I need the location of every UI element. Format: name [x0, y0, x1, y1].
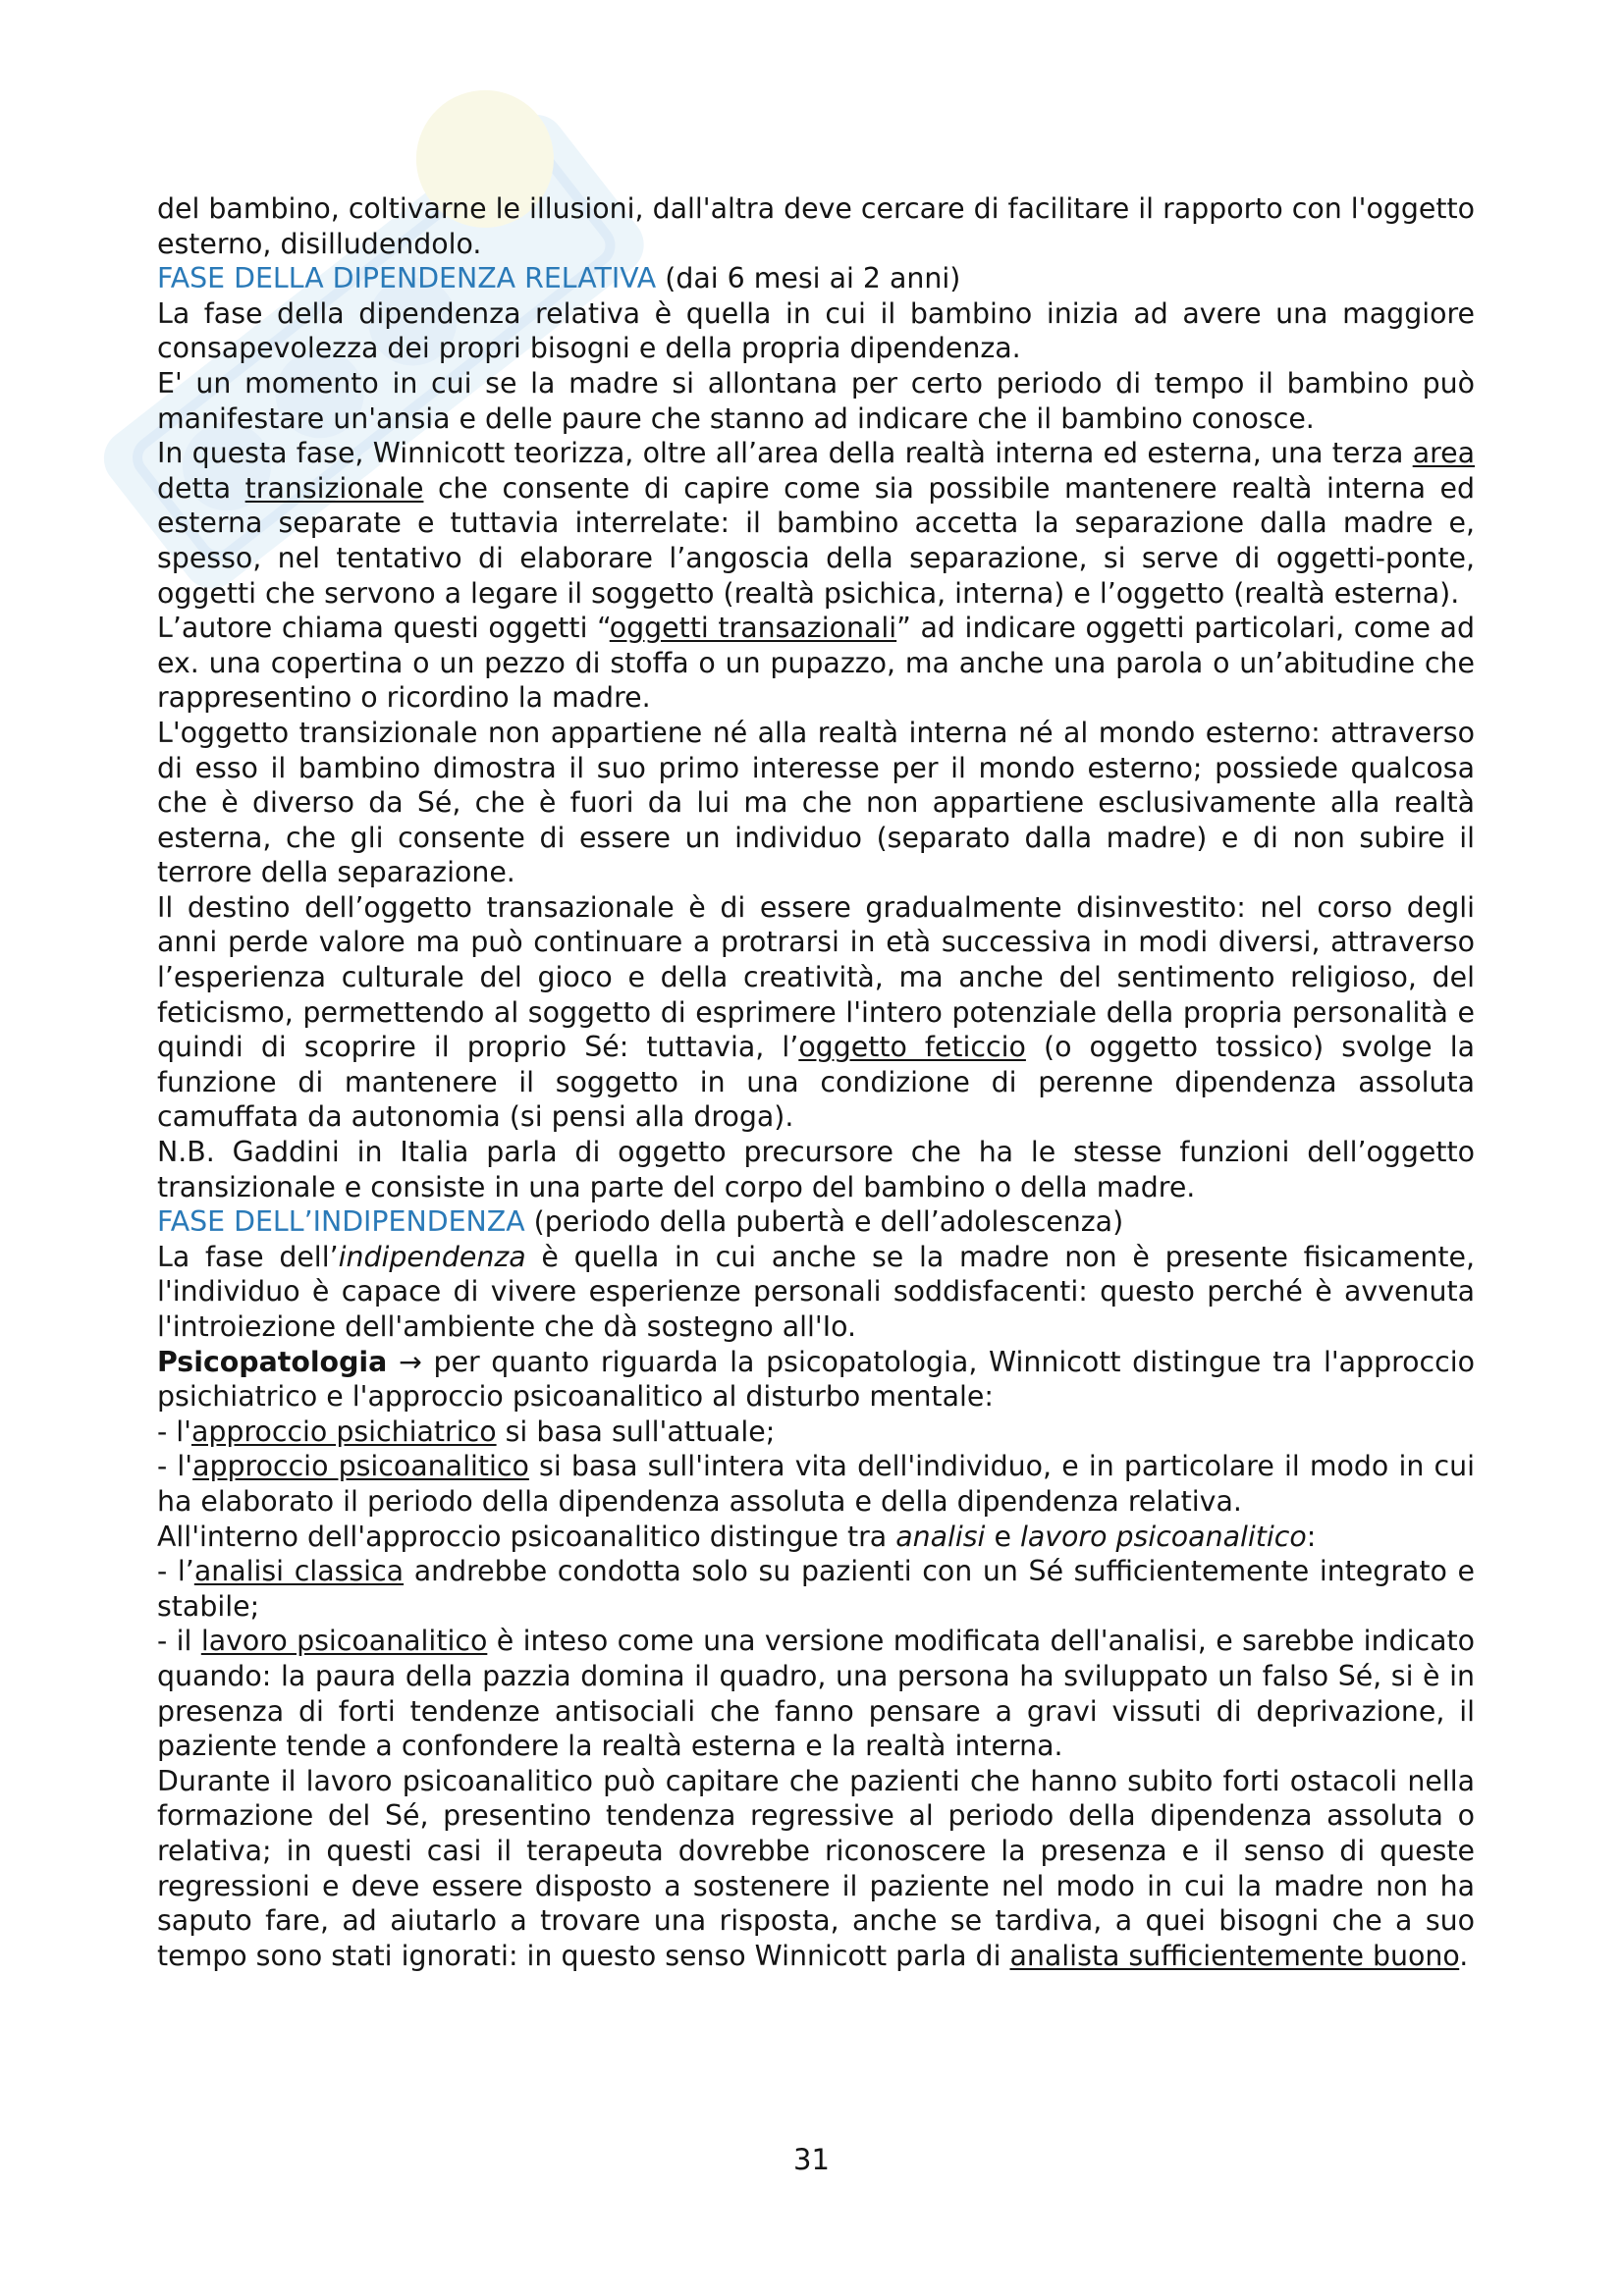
section-heading: FASE DELLA DIPENDENZA RELATIVA: [157, 262, 657, 295]
underlined-term: approccio psichiatrico: [190, 1415, 497, 1448]
text-run: In questa fase, Winnicott teorizza, oltre all’area della realtà interna ed esterna, una terza: [157, 437, 1413, 470]
paragraph: [157, 191, 1475, 261]
text-run: si basa sull'intera vita dell'individuo, e in particolare il modo in cui ha elaborato il periodo della dipendenza assoluta e della dipendenza relativa.: [157, 1450, 1475, 1518]
italic-term: analisi: [895, 1520, 986, 1553]
text-run: ” ad indicare oggetti particolari, come ad ex. una copertina o un pezzo di stoffa o un pupazzo, ma anche una parola o un’abitudine che rappresentino o ricordino la madre.: [157, 612, 1475, 715]
text-run: - l': [157, 1415, 191, 1448]
text-run: che consente di capire come sia possibile mantenere realtà interna ed esterna separate e tuttavia interrelate: il bambino accetta la separazione dalla madre e, spesso, nel tentativo di elaborare l’angoscia della separazione, si serve di oggetti-ponte, oggetti che servono a legare il soggetto (realtà psichica, interna) e l’oggetto (realtà esterna).: [157, 471, 1475, 610]
text-run: è inteso come una versione modificata dell'analisi, e sarebbe indicato quando: la paura della pazzia domina il quadro, una persona ha sviluppato un falso Sé, si è in presenza di forti tendenze antisociali che fanno pensare a gravi vissuti di deprivazione, il paziente tende a confondere la realtà esterna e la realtà interna.: [157, 1625, 1475, 1763]
paragraph: [157, 1345, 1475, 1415]
text-run: (periodo della pubertà e dell’adolescenza): [524, 1205, 1124, 1239]
underlined-term: oggetti transazionali: [609, 612, 897, 645]
page-number: 31: [793, 2143, 830, 2176]
text-run: La fase della dipendenza relativa è quella in cui il bambino inizia ad avere una maggiore consapevolezza dei propri bisogni e della propria dipendenza.: [157, 296, 1475, 365]
paragraph: [157, 436, 1475, 611]
underlined-term: area: [1412, 437, 1475, 470]
text-run: detta: [157, 471, 245, 505]
text-run: (dai 6 mesi ai 2 anni): [656, 262, 961, 295]
italic-term: indipendenza: [338, 1240, 526, 1273]
paragraph: [157, 1240, 1475, 1345]
underlined-term: oggetto feticcio: [798, 1031, 1026, 1064]
text-run: :: [1306, 1520, 1317, 1553]
text-run: - l': [157, 1450, 193, 1483]
underlined-term: analisi classica: [193, 1555, 405, 1588]
paragraph: [157, 1415, 1475, 1450]
paragraph: [157, 1554, 1475, 1624]
text-run: L’autore chiama questi oggetti “: [157, 612, 610, 645]
text-run: - l’: [157, 1555, 194, 1588]
text-run: E' un momento in cui se la madre si allontana per certo periodo di tempo il bambino può manifestare un'ansia e delle paure che stanno ad indicare che il bambino conosce.: [157, 366, 1475, 435]
text-run: La fase dell’: [157, 1240, 339, 1273]
text-run: Il destino dell’oggetto transazionale è di essere gradualmente disinvestito: nel corso degli anni perde valore ma può continuare a protrarsi in età successiva in modi diversi, attraverso l’esperienza culturale del gioco e della creatività, ma anche del sentimento religioso, del feticismo, permettendo al soggetto di esprimere l'intero potenziale della propria personalità e quindi di scoprire il proprio Sé: tuttavia, l’: [157, 890, 1475, 1064]
text-run: (o oggetto tossico) svolge la funzione di mantenere il soggetto in una condizione di perenne dipendenza assoluta camuffata da autonomia (si pensi alla droga).: [157, 1031, 1475, 1134]
text-run: andrebbe condotta solo su pazienti con un Sé sufficientemente integrato e stabile;: [157, 1555, 1476, 1623]
italic-term: lavoro psicoanalitico: [1019, 1520, 1307, 1553]
paragraph: [157, 261, 1475, 296]
text-run: L'oggetto transizionale non appartiene né alla realtà interna né al mondo esterno: attraverso di esso il bambino dimostra il suo primo interesse per il mondo esterno; possiede qualcosa che è diverso da Sé, che è fuori da lui ma che non appartiene esclusivamente alla realtà esterna, che gli consente di essere un individuo (separato dalla madre) e di non subire il terrore della separazione.: [157, 716, 1475, 889]
text-run: si basa sull'attuale;: [496, 1415, 776, 1448]
underlined-term: lavoro psicoanalitico: [200, 1625, 488, 1658]
text-run: - il: [157, 1625, 201, 1658]
text-run: N.B. Gaddini in Italia parla di oggetto precursore che ha le stesse funzioni dell’oggetto transizionale e consiste in una parte del corpo del bambino o della madre.: [157, 1136, 1475, 1203]
paragraph: [157, 1449, 1475, 1519]
paragraph: [157, 366, 1475, 436]
paragraph: [157, 1764, 1475, 1974]
paragraph: [157, 1624, 1475, 1763]
section-heading: FASE DELL’INDIPENDENZA: [157, 1205, 525, 1239]
paragraph: [157, 296, 1475, 366]
text-run: .: [1459, 1939, 1469, 1972]
paragraph: [157, 1520, 1475, 1555]
paragraph: [157, 1204, 1475, 1240]
text-run: del bambino, coltivarne le illusioni, dall'altra deve cercare di facilitare il rapporto con l'oggetto esterno, disilludendolo.: [157, 192, 1475, 260]
underlined-term: approccio psicoanalitico: [192, 1450, 529, 1483]
text-run: Durante il lavoro psicoanalitico può capitare che pazienti che hanno subito forti ostacoli nella formazione del Sé, presentino tendenza regressive al periodo della dipendenza assoluta o relativa; in questi casi il terapeuta dovrebbe riconoscere la presenza e il senso di queste regressioni e deve essere disposto a sostenere il paziente nel modo in cui la madre non ha saputo fare, ad aiutarlo a trovare una risposta, anche se tardiva, a quei bisogni che a suo tempo sono stati ignorati: in questo senso Winnicott parla di: [157, 1764, 1475, 1972]
paragraph: [157, 1135, 1475, 1204]
text-run: è quella in cui anche se la madre non è presente fisicamente, l'individuo è capace di vivere esperienze personali soddisfacenti: questo perché è avvenuta l'introiezione dell'ambiente che dà sostegno all'Io.: [157, 1240, 1475, 1343]
underlined-term: transizionale: [244, 471, 424, 505]
document-body: [157, 191, 1475, 1973]
paragraph: [157, 890, 1475, 1135]
text-run: e: [985, 1520, 1020, 1553]
paragraph: [157, 611, 1475, 716]
bold-term: Psicopatologia: [157, 1345, 388, 1378]
paragraph: [157, 716, 1475, 890]
text-run: → per quanto riguarda la psicopatologia, Winnicott distingue tra l'approccio psichiatrico e l'approccio psicoanalitico al disturbo mentale:: [157, 1345, 1475, 1414]
text-run: All'interno dell'approccio psicoanalitico distingue tra: [157, 1520, 896, 1553]
underlined-term: analista sufficientemente buono: [1009, 1939, 1460, 1972]
